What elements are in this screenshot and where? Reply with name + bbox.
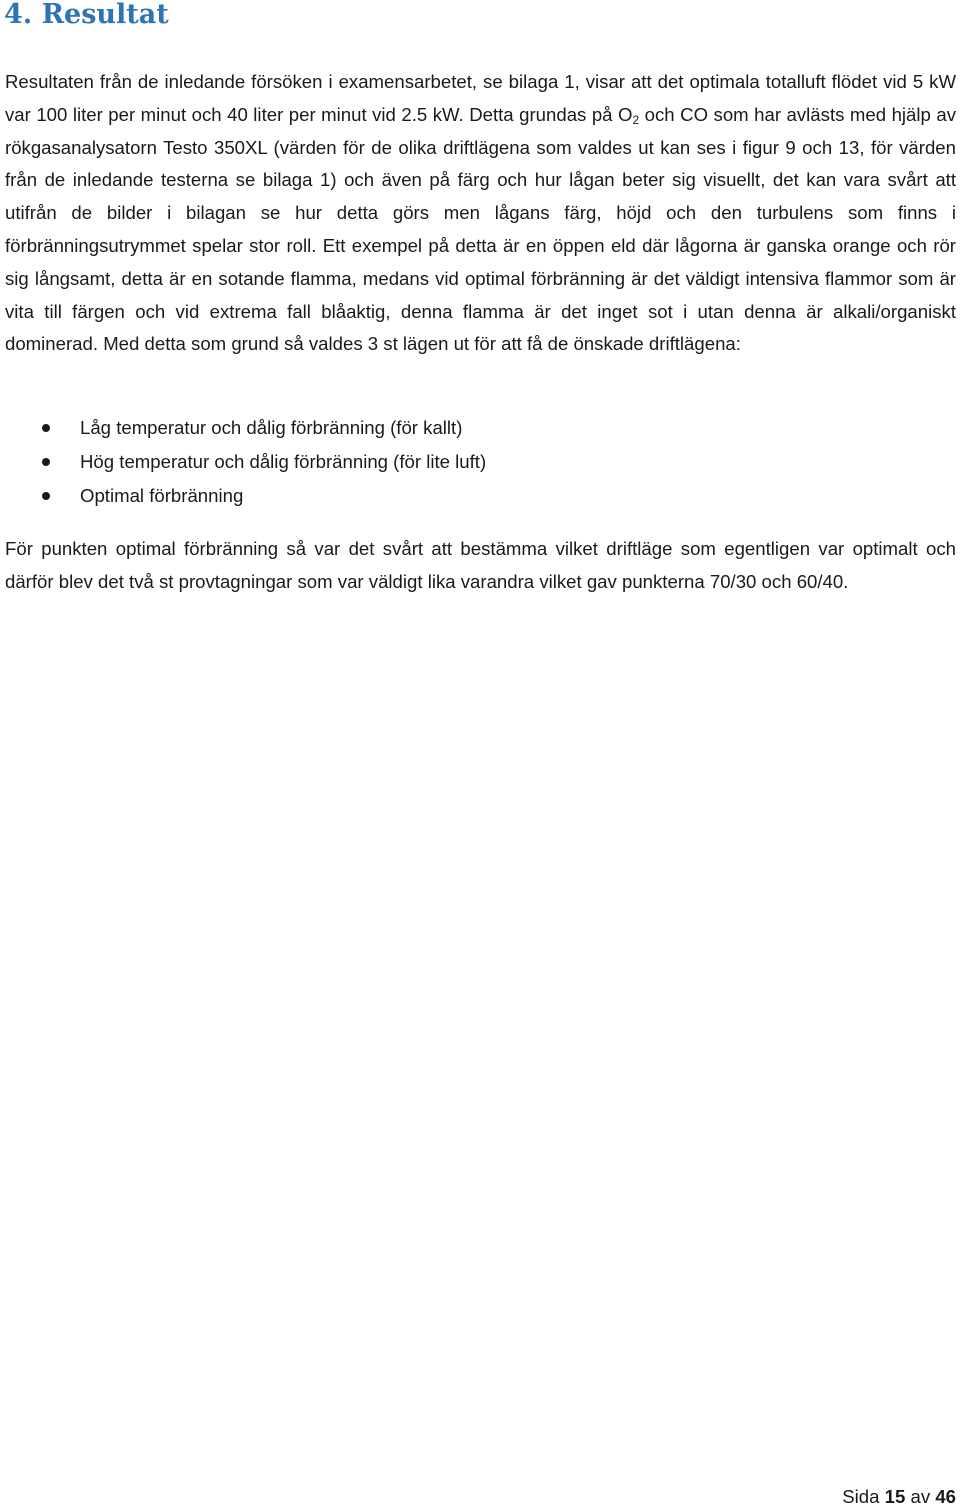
bullet-icon	[42, 458, 50, 466]
footer-prefix: Sida	[842, 1486, 885, 1507]
bullet-icon	[42, 492, 50, 500]
bullet-icon	[42, 424, 50, 432]
list-item-text: Låg temperatur och dålig förbränning (för kallt)	[80, 417, 463, 438]
paragraph-results-intro	[5, 66, 956, 361]
list-item-text: Optimal förbränning	[80, 485, 244, 506]
page-footer	[842, 1485, 956, 1509]
list-item-text: Hög temperatur och dålig förbränning (för lite luft)	[80, 451, 487, 472]
footer-middle: av	[905, 1486, 936, 1507]
paragraph-optimal-point: För punkten optimal förbränning så var det svårt att bestämma vilket driftläge som egentligen var optimalt och därför blev det två st provtagningar som var väldigt lika varandra vilket gav punkterna 70/30 och 60/40.	[5, 538, 956, 592]
total-page-count: 46	[935, 1486, 956, 1507]
paragraph-text-part2: och CO som har avlästs med hjälp av rökgasanalysatorn Testo 350XL (värden för de olika driftlägena som valdes ut kan ses i figur 9 och 13, för värden från de inledande testerna se bilaga 1) och även på färg och hur lågan beter sig visuellt, det kan vara svårt att utifrån de bilder i bilagan se hur detta görs men lågans färg, höjd och den turbulens som finns i förbränningsutrymmet spelar stor roll. Ett exempel på detta är en öppen eld där lågorna är ganska orange och rör sig långsamt, detta är en sotande flamma, medans vid optimal förbränning är det väldigt intensiva flammor som är vita till färgen och vid extrema fall blåaktig, denna flamma är det inget sot i utan denna är alkali/organiskt dominerad. Med detta som grund så valdes 3 st lägen ut för att få de önskade driftlägena:	[5, 103, 956, 355]
current-page-number: 15	[884, 1486, 906, 1507]
paragraph-text-part1: Resultaten från de inledande försöken i examensarbetet, se bilaga 1, visar att det optimala totalluft flödet vid 5 kW var 100 liter per minut och 40 liter per minut vid 2.5 kW. Detta grundas på O	[5, 71, 956, 125]
subscript-2: 2	[632, 112, 640, 127]
section-heading: 4. Resultat	[4, 0, 169, 30]
